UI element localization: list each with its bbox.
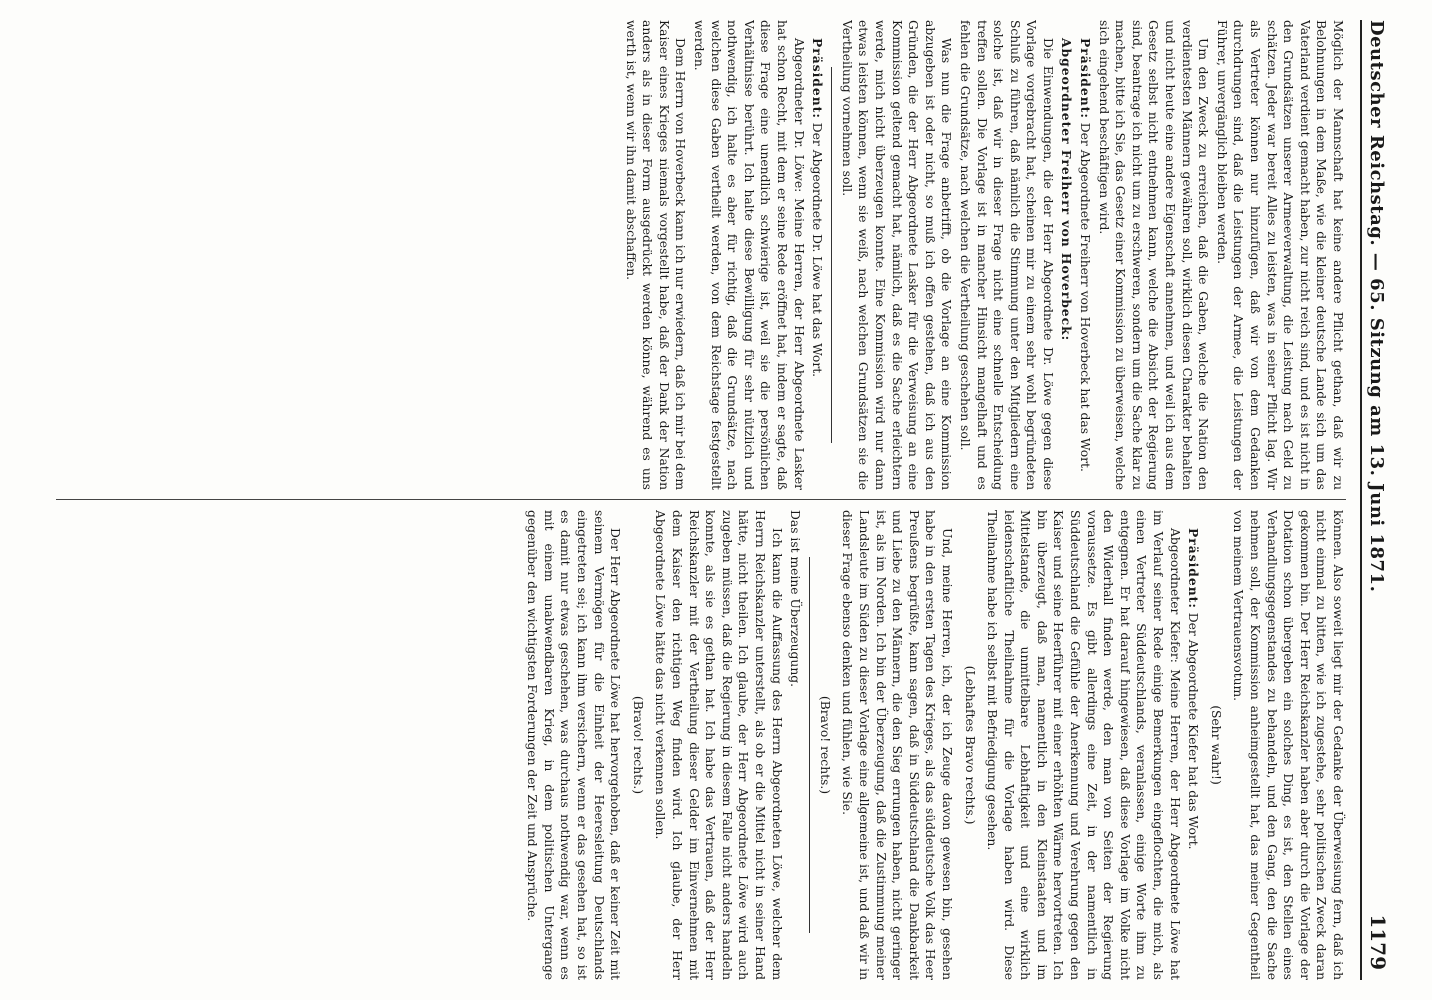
speaker-intro: Abgeordneter Freiherr von Hoverbeck: [1059, 38, 1075, 342]
page-number: 1179 [1366, 914, 1390, 970]
reaction: (Sehr wahr!) [1208, 705, 1223, 785]
paragraph: Das ist meine Überzeugung. [788, 510, 803, 688]
paragraph: Was nun die Frage anbetrifft, ob die Vorlage an eine Kommission abzugeben ist oder nicht, so muß ich offen gestehen, daß ich aus den Gründen, die der Herr Abgeordnete Lasker für die Verweisung an eine Kommission geltend gemacht hat, nämlich, daß es die Sache erleichtern werde, mich nicht überzeugen konnte. Eine Kommission wird nur dann etwas leisten können, wenn sie weiß, nach welchen Grundsätzen sie die Vertheilung vornehmen soll. [839, 20, 954, 490]
section-divider [831, 67, 832, 443]
left-column [56, 20, 1346, 490]
speaker-name: Präsident: [810, 38, 826, 119]
paragraph: Abgeordneter Dr. Löwe: Meine Herren, der Herr Abgeordnete Lasker hat schon Recht, mit dem er seine Rede eröffnet hat, indem er sagte, daß diese Frage eine unendlich schwierige ist, weil sie die persönlichen Verhältnisse berührt. Ich halte diese Bewilligung für sehr nützlich und nothwendig, ich halte es aber für richtig, daß die Grundsätze, nach welchen diese Gaben vertheilt werden, von dem Reichstage festgestellt werden. [692, 20, 806, 490]
page-header [1360, 20, 1392, 980]
reaction: (Bravo! rechts.) [817, 695, 832, 795]
reaction: (Bravo! rechts.) [630, 695, 645, 795]
speaker-text: Der Abgeordnete Kiefer hat das Wort. [1186, 612, 1201, 850]
speaker-name: Präsident: [1078, 38, 1094, 119]
speaker-line [1185, 510, 1202, 980]
speaker-line [1077, 20, 1094, 490]
paragraph: Abgeordneter Kiefer: Meine Herren, der Herr Abgeordnete Löwe hat im Verlauf seiner Rede einige Bemerkungen eingeflochten, die mich, als einen Vertreter Süddeutschlands, veranlassen, einige Worte ihm zu entgegnen. Er hat darauf hingewiesen, daß diese Vorlage im Volke nicht den Widerhall finden werde, den man von Seiten der Regierung voraussetze. Es gibt allerdings eine Zeit, in der namentlich in Süddeutschland die Gefühle der Anerkennung und Verehrung gegen den Kaiser und seine Heerführer mit einer erhöhten Wärme hervortreten. Ich bin überzeugt, daß man, namentlich in den Kleinstaaten und im Mittelstande, die unmittelbare Lebhaftigkeit und eine wirklich leidenschaftliche Theilnahme für die Vorlage haben wird. Diese Theilnahme habe ich selbst mit Befriedigung gesehen. [985, 510, 1182, 980]
header-title: Deutscher Reichstag. — 65. Sitzung am 13. Juni 1871. [1366, 20, 1387, 593]
paragraph: Um den Zweck zu erreichen, daß die Gaben, welche die Nation den verdientesten Männern gewähren soll, wirklich diesen Charakter behalten und nicht heute eine andere Eigenschaft annehmen, und weil ich aus dem Gesetz selbst nicht entnehmen kann, welche die Absicht der Regierung sind, beantrage ich nicht um zu erschweren, sondern um die Sache klar zu machen, bitte ich Sie, das Gesetz einer Kommission zu überweisen, welche sich eingehend beschäftigen wird. [1096, 20, 1211, 490]
paragraph: Der Herr Abgeordnete Löwe hat hervorgehoben, daß er keiner Zeit mit seinem Vermögen für die Einheit der Heeresleitung Deutschlands eingetreten sei; ich kann ihm versichern, wenn er das gesehen hat, so ist es damit nur etwas geschehen, was durchaus nothwendig war, wenn es mit einem unabwendbaren Krieg, in dem politischen Untergange gegenüber den wichtigsten Forderungen der Zeit und Ansprüche. [525, 510, 623, 980]
speaker-line [809, 20, 826, 490]
speaker-name: Präsident: [1186, 528, 1202, 609]
speaker-text: Der Abgeordnete Freiherr von Hoverbeck hat das Wort. [1078, 122, 1093, 472]
paragraph: Möglich der Mannschaft hat keine andere Pflicht gethan, daß wir zu Belohnungen in dem Maße, wie die kleiner deutsche Lande sich um das Vaterland verdient gemacht haben, zur nicht reich sind, und es ist nicht in den Grundsätzen unserer Armeeverwaltung, die Leistung nach Geld zu schätzen. Jeder war bereit Alles zu leisten, was in seiner Pflicht lag. Wir als Vertreter können nur hinzufügen, daß wir von dem Gedanken durchdrungen sind, daß die Leistungen der Armee, die Leistungen der Führer, unvergänglich bleiben werden. [1214, 20, 1345, 490]
speaker-text: Der Abgeordnete Dr. Löwe hat das Wort. [810, 122, 825, 378]
section-divider [809, 557, 810, 933]
column-divider [56, 499, 1346, 500]
paragraph: können. Also soweit liegt mir der Gedanke der Überweisung fern, daß ich nicht einmal zu bitten, wie ich zugestehe, sehr politischen Zweck daran gekommen bin. Der Herr Reichskanzler haben aber durch die Vorlage der Dotation schon übergeben ein solches Ding, es ist, den Stellen eines Verhandlungsgegenstandes zu behandeln, und den Gang, den die Sache nehmen soll, der Kommission anheimgestellt hat, das meiner Gegentheil von meinem Vertrauensvotum. [1231, 510, 1345, 980]
paragraph: Und, meine Herren, ich, der ich Zeuge davon gewesen bin, gesehen habe in den ersten Tagen des Krieges, als das süddeutsche Volk das Heer Preußens begrüßte, kann sagen, daß in Süddeutschland die Dankbarkeit und Liebe zu den Männern, die den Sieg errungen haben, nicht geringer ist, als im Norden. Ich bin der Überzeugung, daß die Zustimmung meiner Landsleute im Süden zu dieser Vorlage eine allgemeine ist, und daß wir in dieser Frage ebenso denken und fühlen, wie Sie. [840, 510, 954, 980]
paragraph: Die Einwendungen, die der Herr Abgeordnete Dr. Löwe gegen diese Vorlage vorgebracht hat, scheinen mir zu einem sehr wohl begründeten Schluß zu führen, daß nämlich die Stimmung unter den Mitgliedern eine solche ist, daß wir in dieser Frage nicht eine schnelle Entscheidung treffen sollen. Die Vorlage ist in mancher Hinsicht mangelhaft und es fehlen die Grundsätze, nach welchen die Vertheilung geschehen soll. [957, 20, 1055, 490]
paragraph: Dem Herrn von Hoverbeck kann ich nur erwiedern, daß ich mir bei dem Kaiser eines Krieges niemals vorgestellt habe, daß der Dank der Nation anders als in dieser Form ausgedrückt werden könne, während es uns werth ist, wenn wir ihn damit abschaffen. [623, 20, 688, 490]
right-column [56, 510, 1346, 980]
reaction: (Lebhaftes Bravo rechts.) [962, 665, 977, 825]
paragraph: Ich kann die Auffassung des Herrn Abgeordneten Löwe, welcher dem Herrn Reichskanzler unterstellt, als ob er die Mittel nicht in seiner Hand hätte, nicht theilen. Ich glaube, der Herr Abgeordnete Löwe wird auch zugeben müssen, daß die Regierung in diesem Falle nicht anders handeln konnte, als sie es gethan hat. Ich habe das Vertrauen, daß der Herr Reichskanzler mit der Vertheilung dieser Gelder im Einvernehmen mit dem Kaiser den richtigen Weg finden wird. Ich glaube, der Herr Abgeordnete Löwe hätte das nicht verkennen sollen. [653, 510, 784, 980]
